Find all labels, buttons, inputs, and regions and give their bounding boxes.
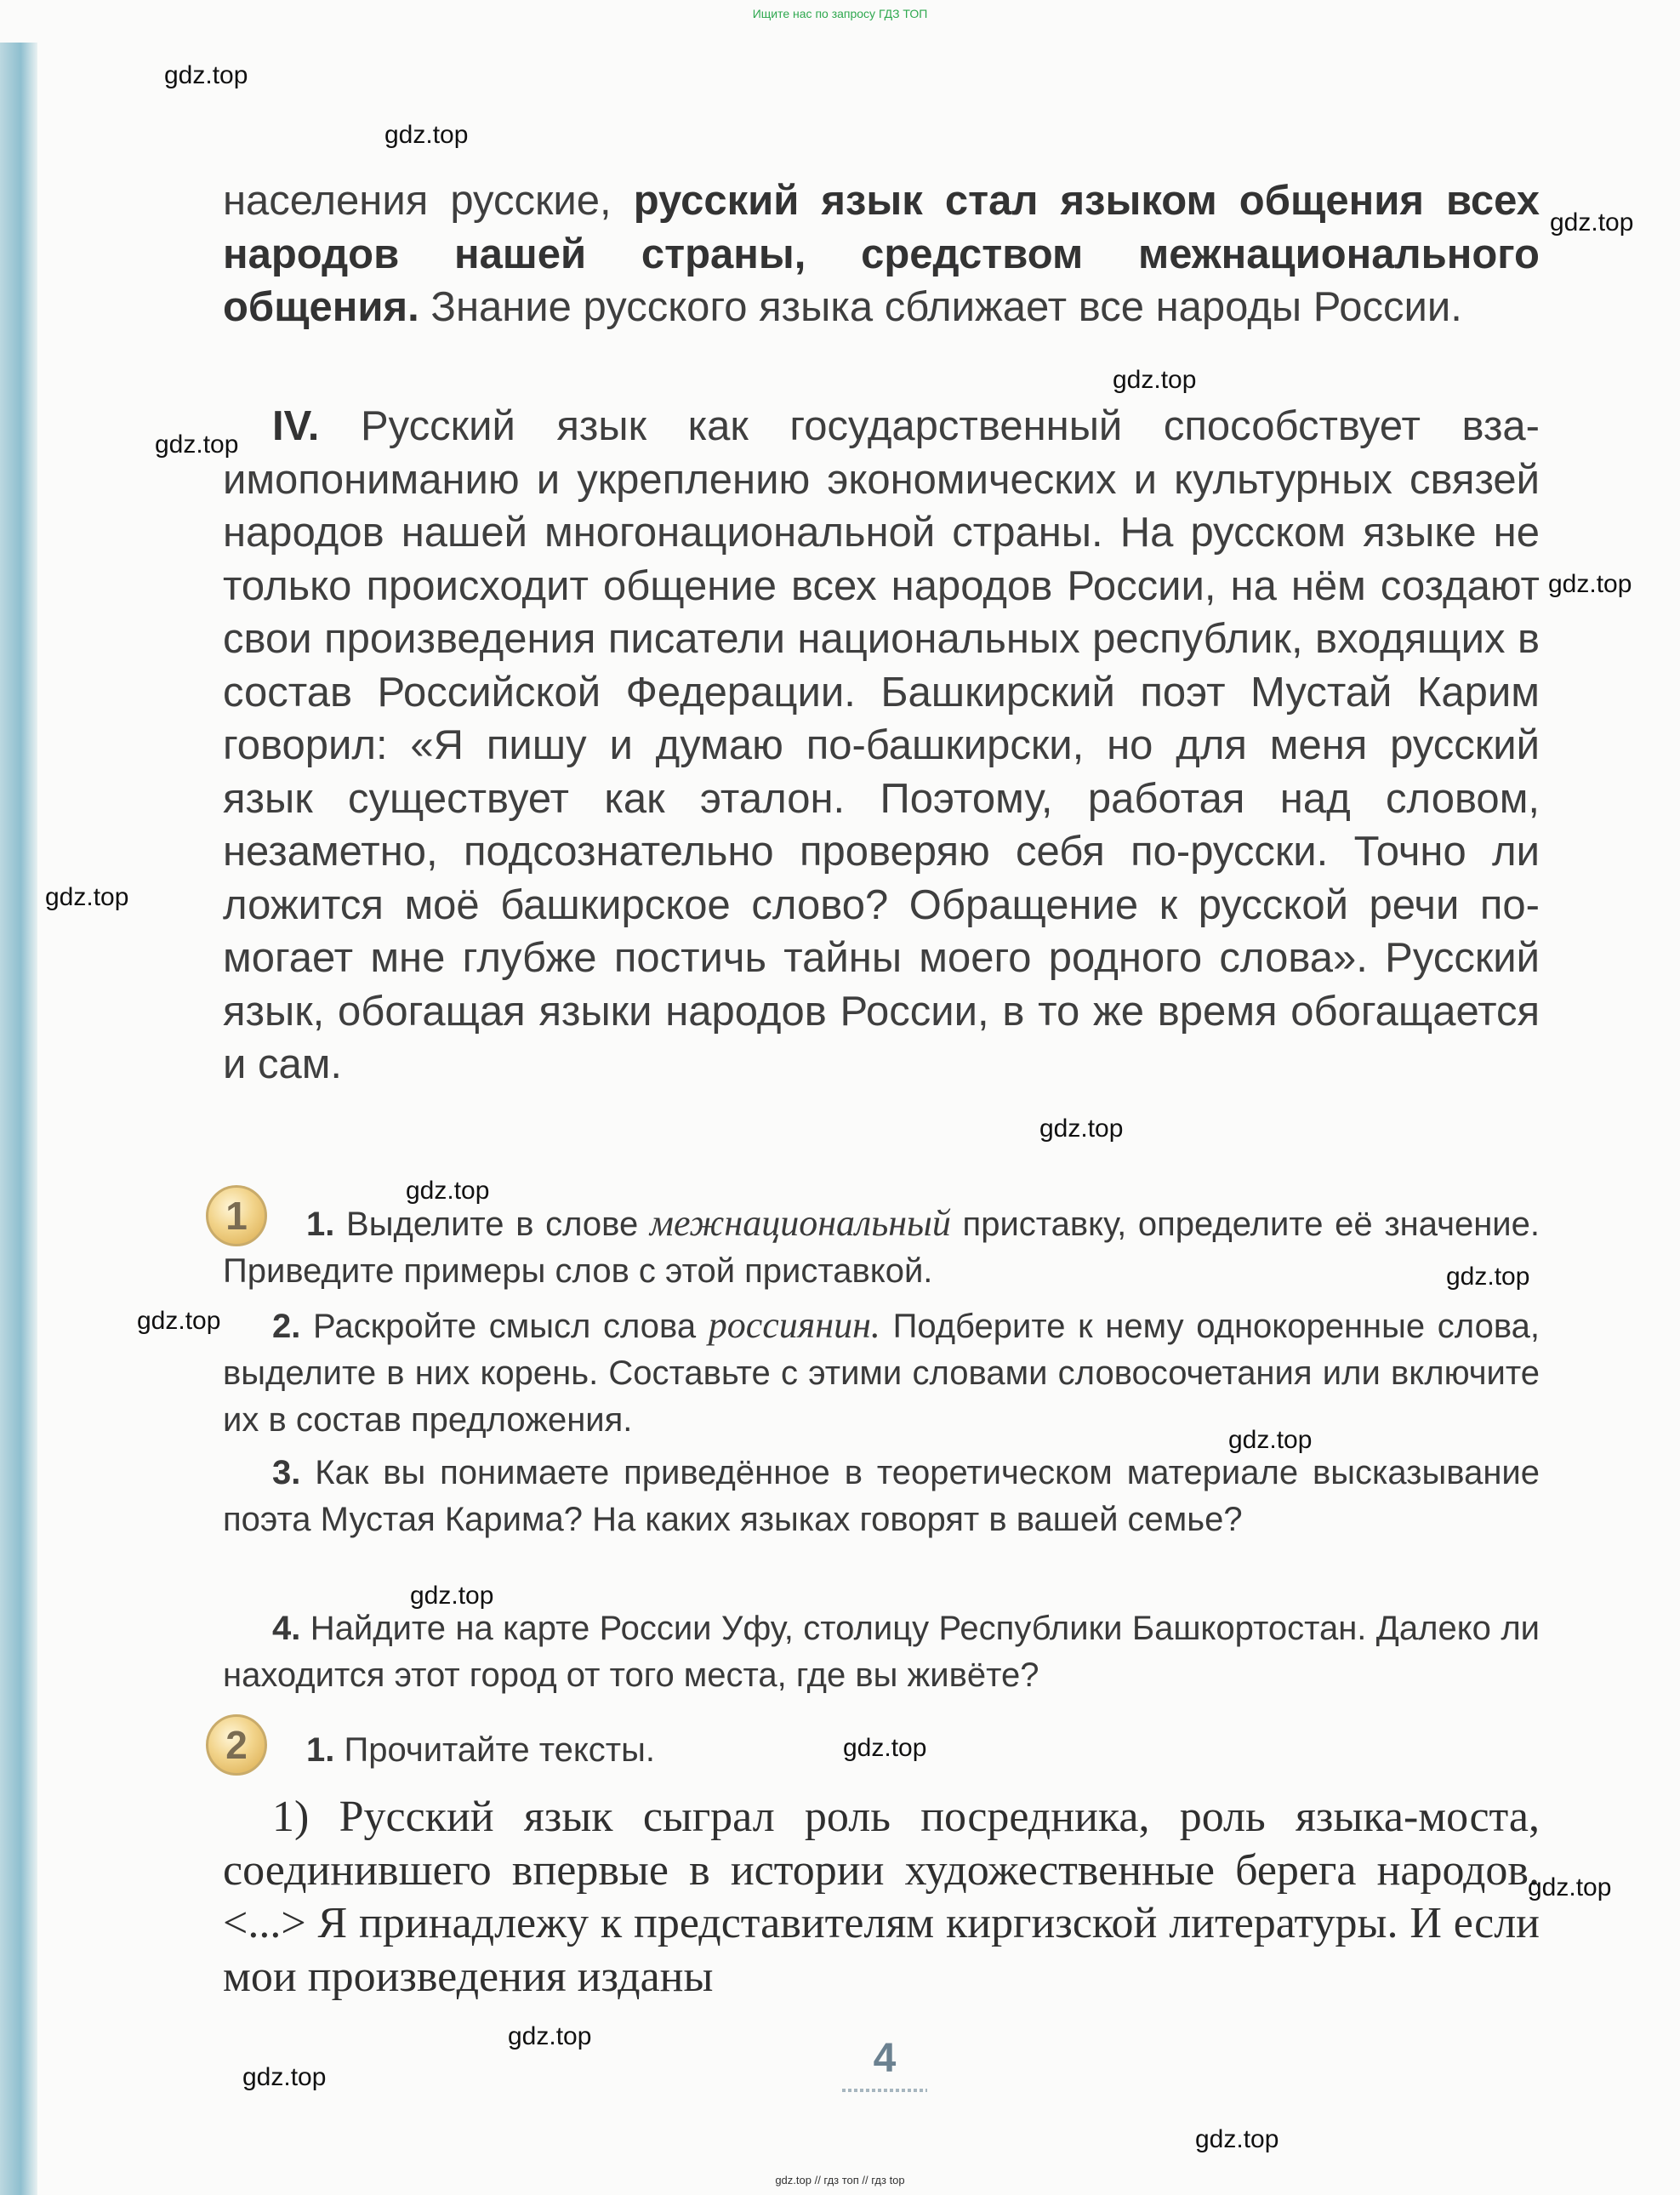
task-number: 4.	[272, 1610, 301, 1647]
exercise-1-badge: 1	[206, 1185, 267, 1246]
watermark: gdz.top	[1446, 1263, 1530, 1291]
task-text-before: Раскройте смысл слова	[313, 1308, 697, 1345]
watermark: gdz.top	[1195, 2125, 1279, 2153]
exercise-1-task-3	[223, 1450, 1540, 1543]
exercise-1-task-4	[223, 1605, 1540, 1699]
watermark: gdz.top	[45, 883, 129, 911]
task-number: 1.	[306, 1206, 335, 1243]
watermark: gdz.top	[164, 61, 248, 89]
watermark: gdz.top	[410, 1582, 494, 1610]
watermark: gdz.top	[508, 2022, 592, 2050]
paragraph-iii-ending	[223, 174, 1540, 334]
paragraph-iii-lead: населения русские,	[223, 178, 612, 224]
watermark: gdz.top	[155, 430, 239, 459]
watermark: gdz.top	[1550, 208, 1634, 237]
watermark: gdz.top	[1039, 1115, 1124, 1143]
task-number: 2.	[272, 1308, 301, 1345]
paragraph-iv-body: Русский язык как государственный способствует взаимопониманию и укреплению экономических и культурных связей народов нашей многонациональной страны. На русском языке не только происходит общение всех народов России, на нём создают свои произведения писатели национальных республик, входящих в состав Российской Федерации. Башкирский поэт Мустай Карим говорил: «Я пишу и думаю по-башкирски, но для меня русский язык существует как эталон. Поэтому, работая над словом, незаметно, подсознательно проверяю себя по-русски. Точно ли ложится моё башкирское слово? Обращение к русской речи помогает мне глубже постичь тайны моего родного слова». Русский язык, обогащая языки народов России, в то же время обогащается и сам.	[223, 403, 1540, 1087]
watermark: gdz.top	[1528, 1873, 1612, 1901]
top-banner[interactable]: Ищите нас по запросу ГДЗ ТОП	[752, 7, 928, 20]
watermark: gdz.top	[406, 1177, 490, 1205]
task-text: Найдите на карте России Уфу, столицу Республики Башкортостан. Далеко ли находится этот город от того места, где вы живёте?	[223, 1610, 1540, 1694]
page-number: 4	[873, 2036, 897, 2081]
bottom-banner[interactable]: gdz.top // гдз топ // гдз top	[775, 2174, 905, 2186]
watermark: gdz.top	[384, 121, 469, 149]
watermark: gdz.top	[1228, 1426, 1313, 1454]
exercise-1-task-1	[223, 1200, 1540, 1295]
paragraph-iii-bold: русский язык стал языком общения всех народов нашей страны, средством межнационального общения.	[223, 178, 1540, 330]
task-text: Прочитайте тексты.	[344, 1731, 655, 1769]
left-decorative-strip	[0, 43, 37, 2195]
watermark: gdz.top	[137, 1307, 221, 1335]
page-number-underline	[842, 2089, 927, 2092]
paragraph-iv	[223, 400, 1540, 1092]
watermark: gdz.top	[1548, 570, 1632, 598]
quote-body: 1) Русский язык сыграл роль посредника, роль языка-моста, соединившего впервые в истории художественные берега народов. <...> Я принадлежу к представителям киргизской литературы. И если мои произведения изданы	[223, 1793, 1540, 2001]
watermark: gdz.top	[1113, 366, 1197, 394]
quote-text-1	[223, 1791, 1540, 2004]
task-term: межнациональный	[649, 1202, 951, 1244]
task-text-after: приставку, определите её значение. Приведите примеры слов с этой приставкой.	[223, 1206, 1540, 1290]
task-number: 3.	[272, 1454, 301, 1491]
task-text-before: Выделите в слове	[346, 1206, 639, 1243]
paragraph-iv-label: IV.	[272, 403, 320, 449]
task-term: россиянин.	[708, 1304, 880, 1346]
task-text-after: Подберите к нему однокоренные слова, выделите в них корень. Составьте с этими словами словосочетания или включите их в состав предложения.	[223, 1308, 1540, 1439]
task-number: 1.	[306, 1731, 335, 1769]
watermark: gdz.top	[242, 2063, 327, 2091]
watermark: gdz.top	[843, 1734, 927, 1762]
task-text: Как вы понимаете приведённое в теоретическом материале высказывание поэта Мустая Карима? На каких языках говорят в вашей семье?	[223, 1454, 1540, 1538]
exercise-2-badge: 2	[206, 1714, 267, 1776]
exercise-1-task-2	[223, 1302, 1540, 1444]
paragraph-iii-tail: Знание русского языка сближает все народы России.	[430, 284, 1462, 330]
